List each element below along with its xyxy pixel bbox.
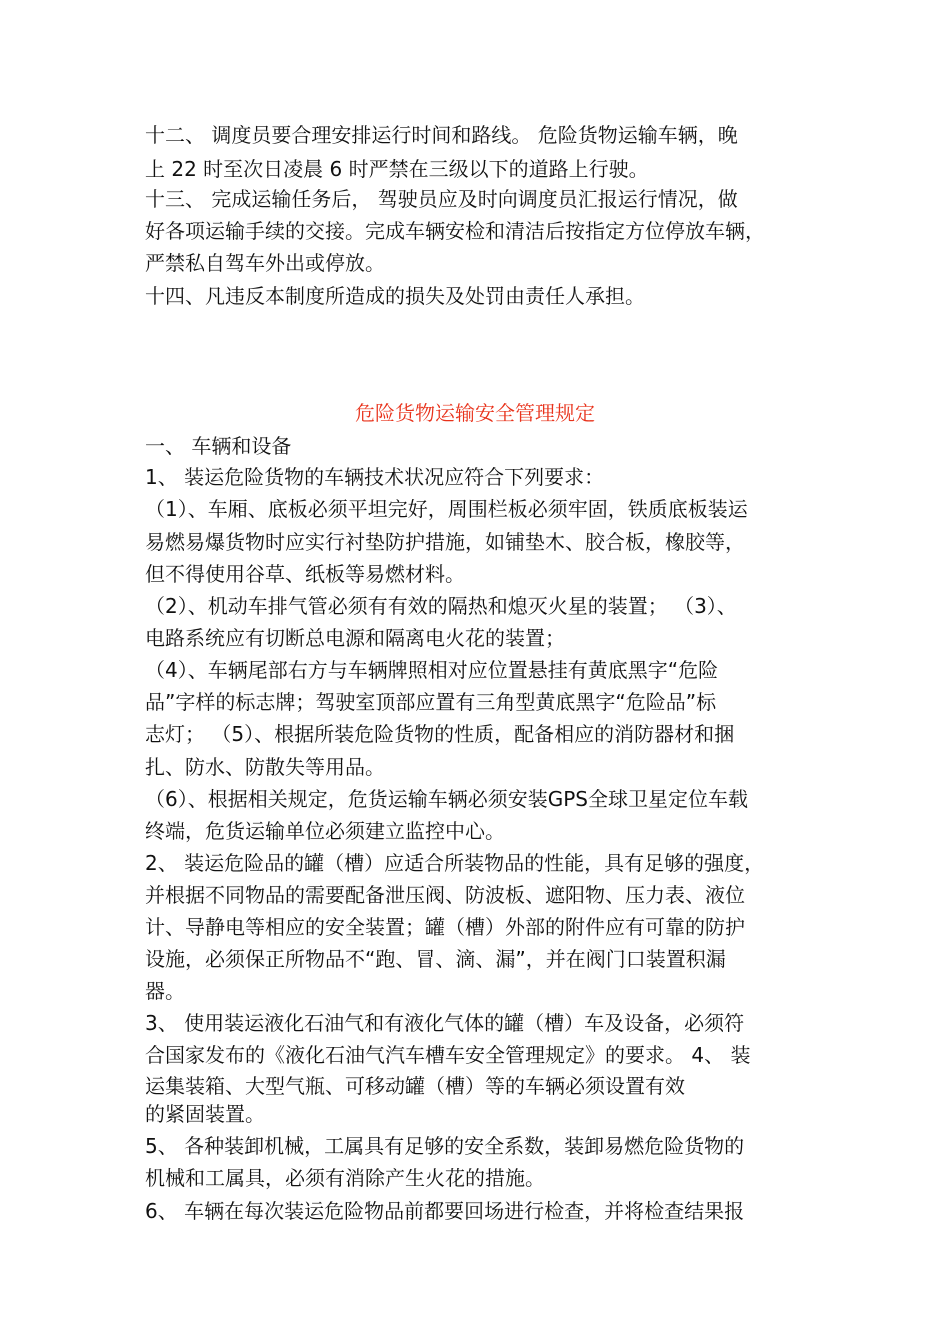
- text-line: 十四、凡违反本制度所造成的损失及处罚由责任人承担。: [145, 284, 645, 308]
- text-line: 电路系统应有切断总电源和隔离电火花的装置；: [145, 626, 565, 650]
- text-line: （1）、车厢、底板必须平坦完好，周围栏板必须牢固，铁质底板装运: [145, 497, 748, 521]
- text-line: 上 22 时至次日凌晨 6 时严禁在三级以下的道路上行驶。: [145, 157, 649, 181]
- text-line: （2）、机动车排气管必须有有效的隔热和熄灭火星的装置； （3）、: [145, 594, 737, 618]
- text-line: 严禁私自驾车外出或停放。: [145, 251, 385, 275]
- text-line: 5、 各种装卸机械，工属具有足够的安全系数，装卸易燃危险货物的: [145, 1134, 745, 1158]
- text-line: 志灯； （5）、根据所装危险货物的性质，配备相应的消防器材和捆: [145, 722, 735, 746]
- text-line: 的紧固装置。: [145, 1102, 265, 1126]
- text-line: 合国家发布的《液化石油气汽车槽车安全管理规定》的要求。 4、 装: [145, 1043, 751, 1067]
- text-line: 易燃易爆货物时应实行衬垫防护措施，如铺垫木、胶合板，橡胶等，: [145, 530, 745, 554]
- text-line: 好各项运输手续的交接。完成车辆安检和清洁后按指定方位停放车辆，: [145, 219, 765, 243]
- text-line: 运集装箱、大型气瓶、可移动罐（槽）等的车辆必须设置有效: [145, 1074, 685, 1098]
- text-line: 器。: [145, 979, 185, 1003]
- text-line: 终端，危货运输单位必须建立监控中心。: [145, 819, 505, 843]
- text-line: 品”字样的标志牌；驾驶室顶部应置有三角型黄底黑字“危险品”标: [145, 690, 717, 714]
- text-line: 2、 装运危险品的罐（槽）应适合所装物品的性能，具有足够的强度，: [145, 851, 765, 875]
- text-line: （4）、车辆尾部右方与车辆牌照相对应位置悬挂有黄底黑字“危险: [145, 658, 719, 682]
- text-line: 1、 装运危险货物的车辆技术状况应符合下列要求：: [145, 465, 605, 489]
- text-line: 十三、 完成运输任务后， 驾驶员应及时向调度员汇报运行情况，做: [145, 187, 738, 211]
- document-title: 危险货物运输安全管理规定: [355, 401, 595, 425]
- text-line: 6、 车辆在每次装运危险物品前都要回场进行检查，并将检查结果报: [145, 1199, 745, 1223]
- text-line: 设施，必须保正所物品不“跑、冒、滴、漏”，并在阀门口装置积漏: [145, 947, 726, 971]
- section-heading: 一、 车辆和设备: [145, 434, 292, 458]
- text-line: 并根据不同物品的需要配备泄压阀、防波板、遮阳物、压力表、液位: [145, 883, 745, 907]
- text-line: 3、 使用装运液化石油气和有液化气体的罐（槽）车及设备，必须符: [145, 1011, 745, 1035]
- text-line: 扎、防水、防散失等用品。: [145, 755, 385, 779]
- text-line: 机械和工属具，必须有消除产生火花的措施。: [145, 1166, 545, 1190]
- text-line: 但不得使用谷草、纸板等易燃材料。: [145, 562, 465, 586]
- text-line: （6）、根据相关规定，危货运输车辆必须安装GPS全球卫星定位车载: [145, 787, 748, 811]
- text-line: 计、导静电等相应的安全装置；罐（槽）外部的附件应有可靠的防护: [145, 915, 745, 939]
- text-line: 十二、 调度员要合理安排运行时间和路线。 危险货物运输车辆，晚: [145, 123, 738, 147]
